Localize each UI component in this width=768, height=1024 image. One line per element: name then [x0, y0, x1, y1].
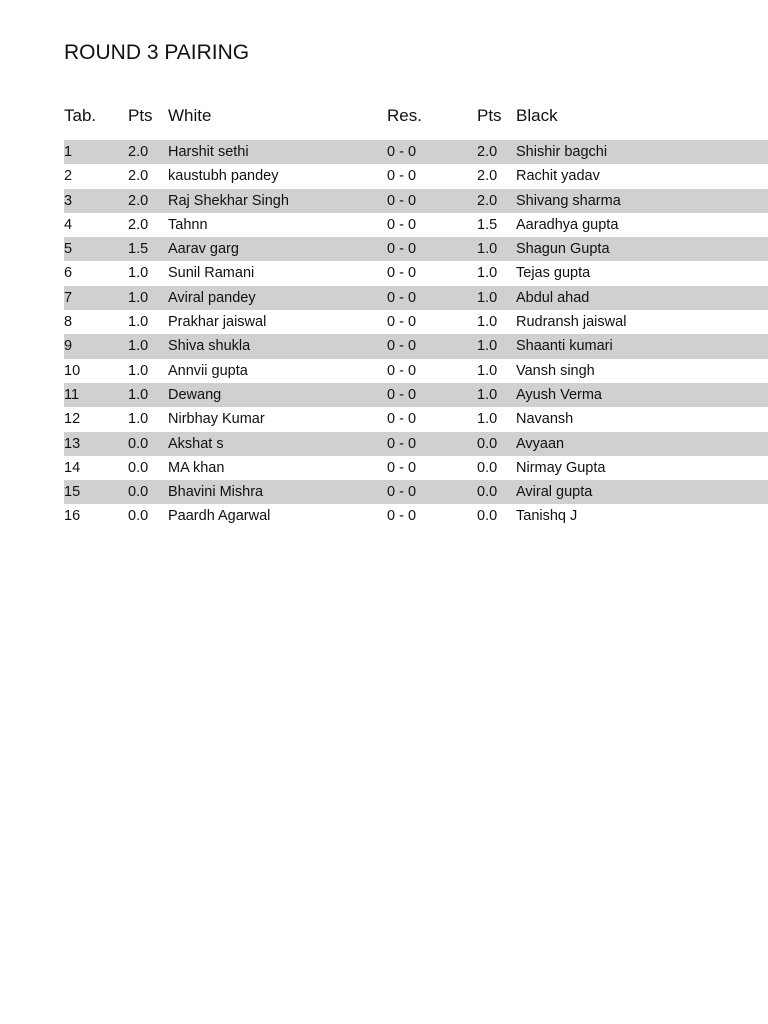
white-points: 1.0 [128, 314, 149, 331]
result: 0 - 0 [387, 314, 417, 331]
result: 0 - 0 [387, 265, 417, 282]
table-header [64, 104, 768, 128]
white-player: Dewang [168, 386, 222, 403]
black-points: 1.0 [477, 314, 498, 331]
header-white: White [168, 106, 212, 125]
result: 0 - 0 [387, 362, 417, 379]
black-player: Rudransh jaiswal [516, 314, 627, 331]
header-tab: Tab. [64, 106, 97, 125]
white-points: 1.0 [128, 386, 149, 403]
black-points: 1.5 [477, 216, 498, 233]
black-player: Ayush Verma [516, 386, 602, 403]
table-row [64, 189, 768, 213]
result: 0 - 0 [387, 386, 417, 403]
result: 0 - 0 [387, 192, 417, 209]
header-black: Black [516, 106, 558, 125]
table-number: 5 [64, 241, 73, 258]
white-player: Tahnn [168, 216, 208, 233]
result: 0 - 0 [387, 216, 417, 233]
result: 0 - 0 [387, 435, 417, 452]
white-player: kaustubh pandey [168, 168, 279, 185]
white-points: 2.0 [128, 216, 149, 233]
black-player: Navansh [516, 411, 574, 428]
black-points: 0.0 [477, 459, 498, 476]
table-row [64, 164, 768, 188]
black-player: Aaradhya gupta [516, 216, 619, 233]
header-black-pts: Pts [477, 106, 502, 125]
table-row [64, 407, 768, 431]
white-points: 2.0 [128, 168, 149, 185]
white-player: Harshit sethi [168, 144, 249, 160]
black-player: Tanishq J [516, 508, 578, 525]
result: 0 - 0 [387, 144, 417, 160]
white-points: 1.0 [128, 338, 149, 355]
black-player: Vansh singh [516, 362, 595, 379]
white-points: 1.5 [128, 241, 149, 258]
white-points: 1.0 [128, 411, 149, 428]
table-number: 2 [64, 168, 73, 185]
table-row [64, 310, 768, 334]
black-player: Aviral gupta [516, 484, 593, 501]
table-number: 13 [64, 435, 81, 452]
white-points: 2.0 [128, 192, 149, 209]
black-player: Shishir bagchi [516, 144, 608, 160]
black-points: 2.0 [477, 192, 498, 209]
table-row [64, 213, 768, 237]
black-player: Rachit yadav [516, 168, 600, 185]
table-number: 6 [64, 265, 73, 282]
black-player: Tejas gupta [516, 265, 591, 282]
header-white-pts: Pts [128, 106, 153, 125]
table-row [64, 140, 768, 164]
white-player: Annvii gupta [168, 362, 248, 379]
black-points: 2.0 [477, 144, 498, 160]
table-row [64, 237, 768, 261]
header-result: Res. [387, 106, 422, 125]
table-number: 16 [64, 508, 81, 525]
table-row [64, 456, 768, 480]
black-points: 1.0 [477, 241, 498, 258]
white-player: Nirbhay Kumar [168, 411, 265, 428]
result: 0 - 0 [387, 338, 417, 355]
black-player: Nirmay Gupta [516, 459, 606, 476]
white-player: Bhavini Mishra [168, 484, 264, 501]
result: 0 - 0 [387, 484, 417, 501]
result: 0 - 0 [387, 241, 417, 258]
result: 0 - 0 [387, 168, 417, 185]
black-points: 1.0 [477, 338, 498, 355]
table-number: 10 [64, 362, 81, 379]
black-points: 0.0 [477, 508, 498, 525]
white-points: 2.0 [128, 144, 149, 160]
white-points: 0.0 [128, 484, 149, 501]
black-player: Abdul ahad [516, 289, 590, 306]
table-row [64, 504, 768, 528]
table-number: 7 [64, 289, 73, 306]
white-points: 0.0 [128, 459, 149, 476]
white-player: MA khan [168, 459, 225, 476]
white-player: Akshat s [168, 435, 224, 452]
black-points: 1.0 [477, 265, 498, 282]
black-points: 0.0 [477, 484, 498, 501]
white-player: Aviral pandey [168, 289, 256, 306]
result: 0 - 0 [387, 508, 417, 525]
black-player: Shivang sharma [516, 192, 621, 209]
white-points: 1.0 [128, 362, 149, 379]
table-row [64, 261, 768, 285]
table-number: 11 [64, 386, 80, 403]
black-player: Shaanti kumari [516, 338, 613, 355]
white-points: 1.0 [128, 265, 149, 282]
result: 0 - 0 [387, 459, 417, 476]
table-number: 12 [64, 411, 81, 428]
white-points: 0.0 [128, 508, 149, 525]
white-player: Shiva shukla [168, 338, 251, 355]
white-points: 0.0 [128, 435, 149, 452]
black-points: 2.0 [477, 168, 498, 185]
white-player: Paardh Agarwal [168, 508, 271, 525]
page-title: ROUND 3 PAIRING [64, 41, 250, 64]
white-points: 1.0 [128, 289, 149, 306]
table-row [64, 334, 768, 358]
table-number: 4 [64, 216, 73, 233]
table-row [64, 359, 768, 383]
white-player: Prakhar jaiswal [168, 314, 267, 331]
black-player: Avyaan [516, 435, 565, 452]
table-number: 15 [64, 484, 81, 501]
white-player: Raj Shekhar Singh [168, 192, 289, 209]
result: 0 - 0 [387, 411, 417, 428]
table-row [64, 286, 768, 310]
black-points: 1.0 [477, 289, 498, 306]
table-row [64, 432, 768, 456]
pairings-table [64, 140, 768, 529]
table-number: 9 [64, 338, 73, 355]
black-points: 1.0 [477, 411, 498, 428]
white-player: Aarav garg [168, 241, 239, 258]
black-player: Shagun Gupta [516, 241, 610, 258]
table-number: 3 [64, 192, 73, 209]
table-number: 14 [64, 459, 81, 476]
black-points: 0.0 [477, 435, 498, 452]
white-player: Sunil Ramani [168, 265, 255, 282]
table-row [64, 480, 768, 504]
table-number: 1 [64, 144, 73, 160]
table-number: 8 [64, 314, 73, 331]
black-points: 1.0 [477, 386, 498, 403]
black-points: 1.0 [477, 362, 498, 379]
result: 0 - 0 [387, 289, 417, 306]
table-row [64, 383, 768, 407]
